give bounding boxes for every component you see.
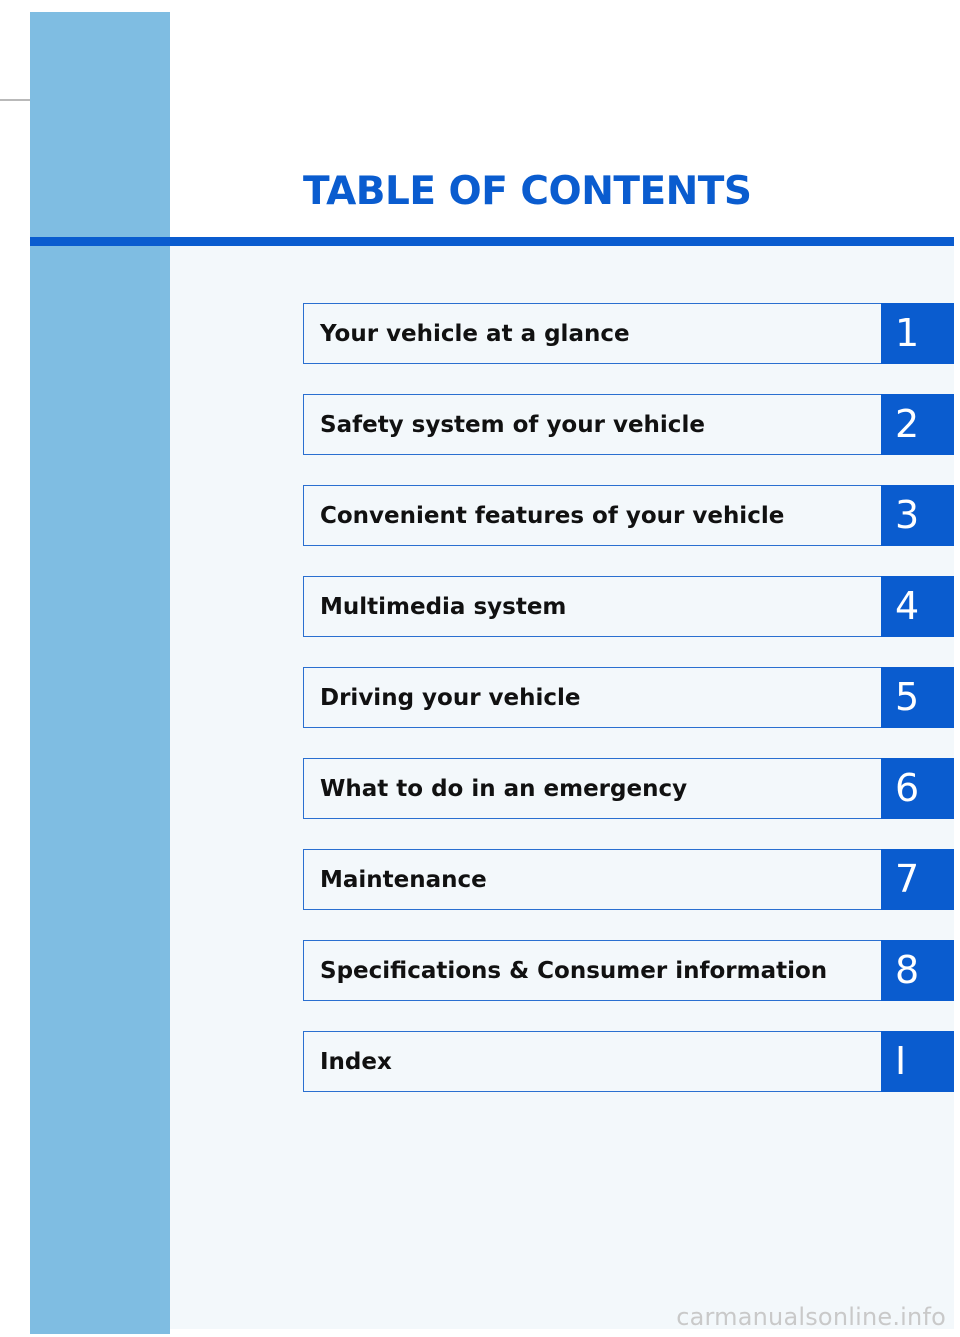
toc-item-index[interactable] [303, 1031, 954, 1092]
toc-item-emergency[interactable] [303, 758, 954, 819]
toc-item-label: Convenient features of your vehicle [303, 485, 881, 546]
toc-item-convenient-features[interactable] [303, 485, 954, 546]
chapter-number-tab: 8 [881, 940, 954, 1001]
toc-item-label: Index [303, 1031, 881, 1092]
chapter-number-tab: 4 [881, 576, 954, 637]
toc-item-label: Your vehicle at a glance [303, 303, 881, 364]
toc-item-label: Maintenance [303, 849, 881, 910]
toc-item-multimedia-system[interactable] [303, 576, 954, 637]
toc-item-label: Multimedia system [303, 576, 881, 637]
chapter-number-tab: 7 [881, 849, 954, 910]
toc-list [303, 303, 954, 1122]
toc-item-driving[interactable] [303, 667, 954, 728]
toc-item-vehicle-at-a-glance[interactable] [303, 303, 954, 364]
toc-item-label: What to do in an emergency [303, 758, 881, 819]
chapter-number-tab: I [881, 1031, 954, 1092]
title-divider [30, 237, 954, 246]
toc-item-label: Driving your vehicle [303, 667, 881, 728]
left-sidebar-band [30, 12, 170, 1334]
crop-mark [0, 99, 30, 101]
chapter-number-tab: 2 [881, 394, 954, 455]
page-title: TABLE OF CONTENTS [303, 169, 752, 214]
toc-item-label: Specifications & Consumer information [303, 940, 881, 1001]
watermark: carmanualsonline.info [676, 1303, 946, 1331]
chapter-number-tab: 3 [881, 485, 954, 546]
chapter-number-tab: 6 [881, 758, 954, 819]
toc-item-specifications[interactable] [303, 940, 954, 1001]
toc-item-safety-system[interactable] [303, 394, 954, 455]
chapter-number-tab: 5 [881, 667, 954, 728]
chapter-number-tab: 1 [881, 303, 954, 364]
toc-item-label: Safety system of your vehicle [303, 394, 881, 455]
toc-item-maintenance[interactable] [303, 849, 954, 910]
